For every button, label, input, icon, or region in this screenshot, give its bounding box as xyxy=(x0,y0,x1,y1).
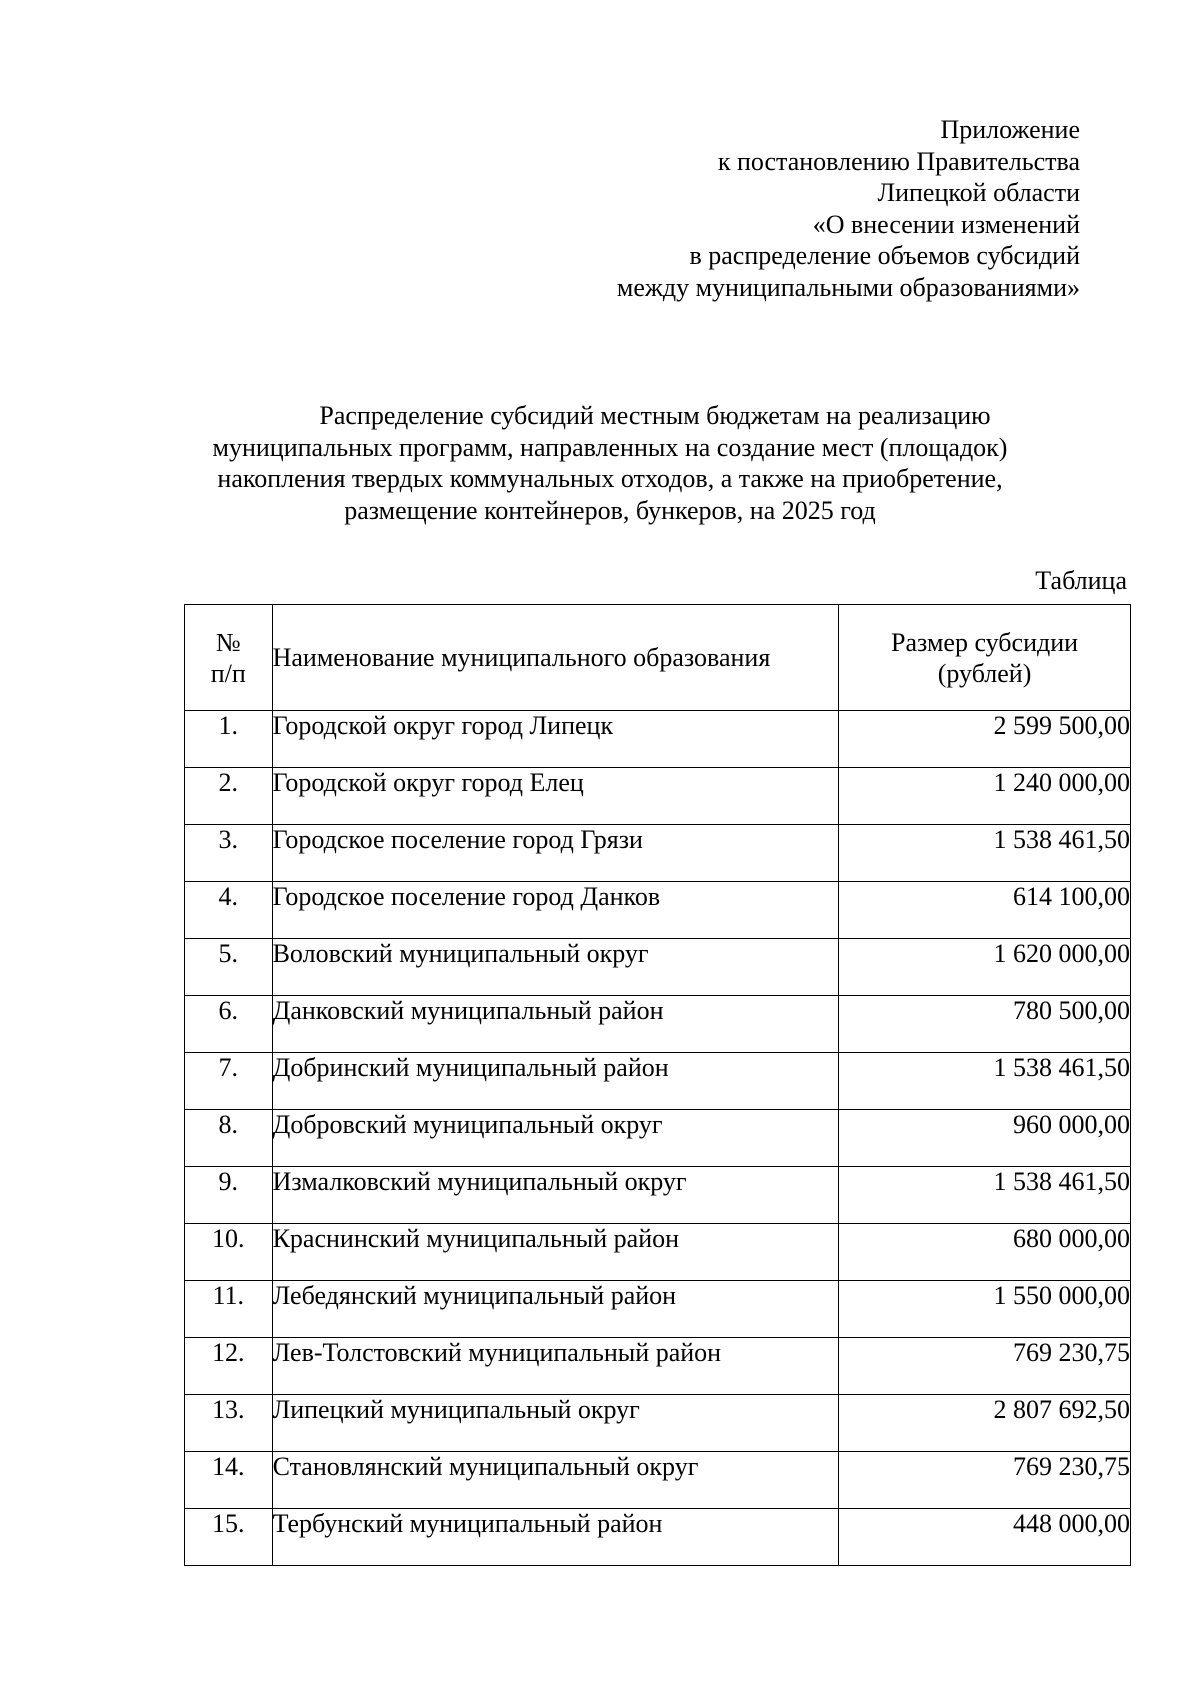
row-subsidy-amount: 1 538 461,50 xyxy=(839,1167,1131,1224)
table-row xyxy=(185,1395,1131,1452)
header-subsidy-amount xyxy=(839,605,1131,711)
row-municipality: Липецкий муниципальный округ xyxy=(272,1395,839,1452)
appendix-line: Приложение xyxy=(940,115,1080,144)
table-row xyxy=(185,1167,1131,1224)
row-subsidy-amount: 448 000,00 xyxy=(839,1509,1131,1566)
row-number: 14. xyxy=(185,1452,273,1509)
row-subsidy-amount: 2 807 692,50 xyxy=(839,1395,1131,1452)
row-municipality: Становлянский муниципальный округ xyxy=(272,1452,839,1509)
appendix-line: «О внесении изменений xyxy=(812,209,1080,239)
header-municipality: Наименование муниципального образования xyxy=(272,605,839,711)
row-number: 6. xyxy=(185,996,273,1053)
title-line: Распределение субсидий местным бюджетам на реализацию xyxy=(319,401,991,430)
title-line: муниципальных программ, направленных на создание мест (площадок) xyxy=(212,432,1008,462)
row-number: 10. xyxy=(185,1224,273,1281)
table-row xyxy=(185,1509,1131,1566)
table-row xyxy=(185,711,1131,768)
row-subsidy-amount: 769 230,75 xyxy=(839,1452,1131,1509)
table-header-row xyxy=(185,605,1131,711)
header-number-symbol: № xyxy=(215,627,241,657)
row-subsidy-amount: 1 538 461,50 xyxy=(839,825,1131,882)
row-number: 12. xyxy=(185,1338,273,1395)
row-municipality: Краснинский муниципальный район xyxy=(272,1224,839,1281)
row-number: 11. xyxy=(185,1281,273,1338)
table-caption: Таблица xyxy=(1035,566,1127,595)
row-municipality: Городское поселение город Данков xyxy=(272,882,839,939)
row-number: 5. xyxy=(185,939,273,996)
row-subsidy-amount: 769 230,75 xyxy=(839,1338,1131,1395)
appendix-line: Липецкой области xyxy=(877,178,1080,207)
row-subsidy-amount: 2 599 500,00 xyxy=(839,711,1131,768)
row-subsidy-amount: 1 240 000,00 xyxy=(839,768,1131,825)
row-municipality: Тербунский муниципальный район xyxy=(272,1509,839,1566)
row-number: 9. xyxy=(185,1167,273,1224)
row-municipality: Городское поселение город Грязи xyxy=(272,825,839,882)
table-row xyxy=(185,996,1131,1053)
row-municipality: Лебедянский муниципальный район xyxy=(272,1281,839,1338)
row-subsidy-amount: 1 550 000,00 xyxy=(839,1281,1131,1338)
table-row xyxy=(185,882,1131,939)
table-row xyxy=(185,1053,1131,1110)
table-row xyxy=(185,1224,1131,1281)
row-municipality: Городской округ город Липецк xyxy=(272,711,839,768)
row-subsidy-amount: 780 500,00 xyxy=(839,996,1131,1053)
table-row xyxy=(185,825,1131,882)
appendix-line: между муниципальными образованиями» xyxy=(616,272,1080,302)
row-municipality: Воловский муниципальный округ xyxy=(272,939,839,996)
row-number: 4. xyxy=(185,882,273,939)
title-line: размещение контейнеров, бункеров, на 2025 год xyxy=(344,495,876,525)
row-municipality: Городской округ город Елец xyxy=(272,768,839,825)
row-number: 13. xyxy=(185,1395,273,1452)
table-row xyxy=(185,1281,1131,1338)
row-number: 1. xyxy=(185,711,273,768)
row-municipality: Измалковский муниципальный округ xyxy=(272,1167,839,1224)
header-amount-unit: (рублей) xyxy=(937,658,1032,688)
header-number-abbrev: п/п xyxy=(210,658,246,688)
row-number: 7. xyxy=(185,1053,273,1110)
appendix-header xyxy=(380,114,1080,303)
row-municipality: Добровский муниципальный округ xyxy=(272,1110,839,1167)
row-number: 3. xyxy=(185,825,273,882)
table-row xyxy=(185,1338,1131,1395)
row-municipality: Данковский муниципальный район xyxy=(272,996,839,1053)
row-subsidy-amount: 1 538 461,50 xyxy=(839,1053,1131,1110)
appendix-line: к постановлению Правительства xyxy=(717,146,1080,176)
appendix-line: в распределение объемов субсидий xyxy=(689,241,1080,270)
row-municipality: Лев-Толстовский муниципальный район xyxy=(272,1338,839,1395)
row-number: 8. xyxy=(185,1110,273,1167)
row-number: 15. xyxy=(185,1509,273,1566)
header-number xyxy=(185,605,273,711)
row-number: 2. xyxy=(185,768,273,825)
row-subsidy-amount: 960 000,00 xyxy=(839,1110,1131,1167)
table-row xyxy=(185,1452,1131,1509)
subsidy-table xyxy=(184,604,1131,1566)
table-body xyxy=(185,711,1131,1566)
table-row xyxy=(185,768,1131,825)
document-title xyxy=(170,400,1050,526)
row-subsidy-amount: 1 620 000,00 xyxy=(839,939,1131,996)
row-subsidy-amount: 680 000,00 xyxy=(839,1224,1131,1281)
table-row xyxy=(185,1110,1131,1167)
table-row xyxy=(185,939,1131,996)
row-municipality: Добринский муниципальный район xyxy=(272,1053,839,1110)
row-subsidy-amount: 614 100,00 xyxy=(839,882,1131,939)
title-line: накопления твердых коммунальных отходов, а также на приобретение, xyxy=(217,464,1003,493)
header-amount-label: Размер субсидии xyxy=(891,627,1079,657)
